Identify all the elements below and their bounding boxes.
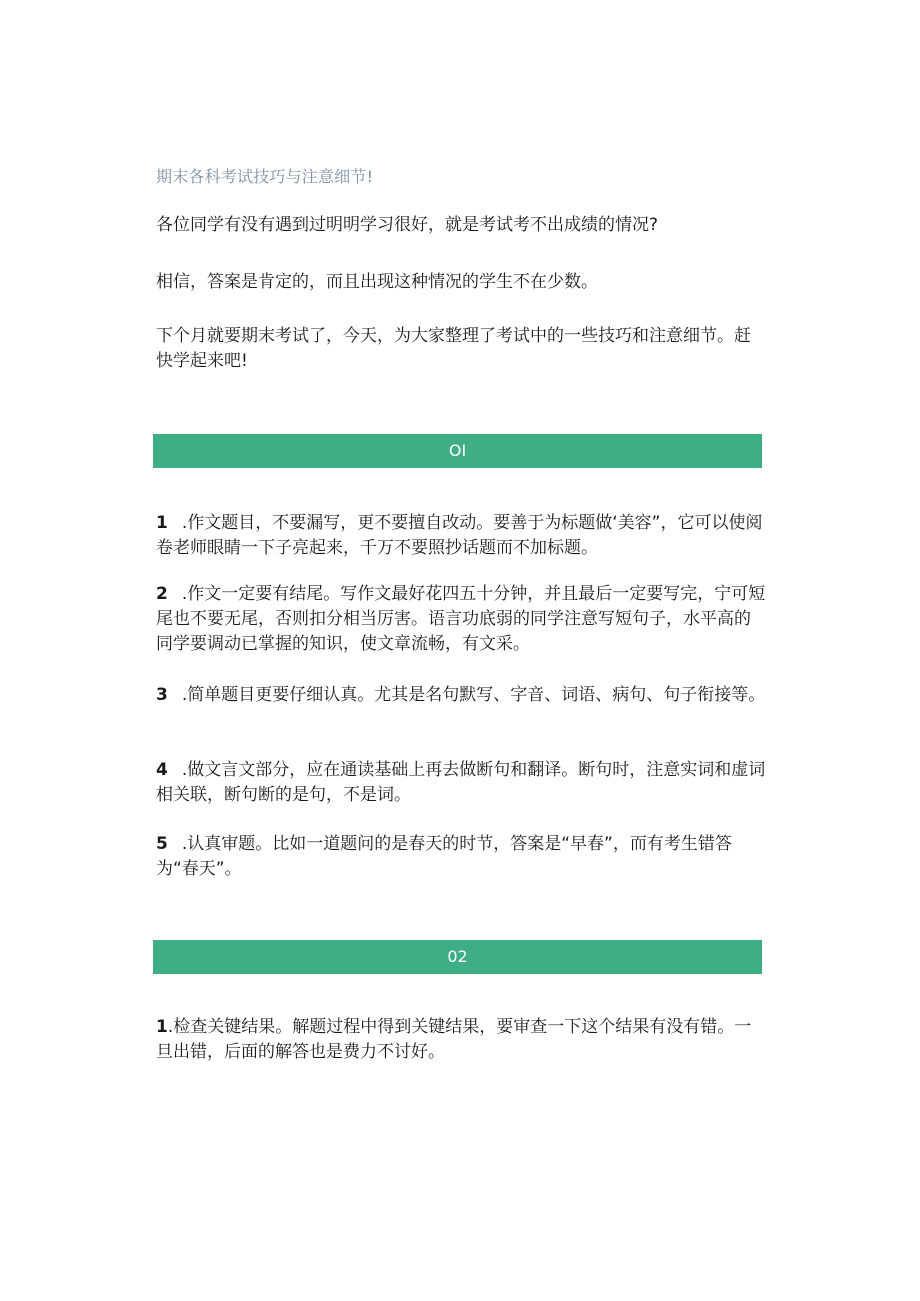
item-text: .认真审题。比如一道题问的是春天的时节，答案是“早春”，而有考生错答为“春天”。 [156, 834, 732, 879]
intro-paragraph-1: 各位同学有没有遇到过明明学习很好，就是考试考不出成绩的情况? [156, 215, 659, 235]
intro-paragraph-2: 相信，答案是肯定的，而且出现这种情况的学生不在少数。 [156, 272, 598, 292]
item-text: .简单题目更要仔细认真。尤其是名句默写、字音、词语、病句、句子衔接等。 [181, 685, 766, 705]
section1-item-5 [156, 832, 766, 882]
item-number: 4 [156, 760, 168, 780]
section1-item-1 [156, 511, 766, 561]
item-number: 2 [156, 584, 168, 604]
section1-item-4 [156, 758, 766, 808]
section1-item-2 [156, 582, 766, 657]
article-title: 期末各科考试技巧与注意细节! [156, 167, 374, 186]
item-text: .检查关键结果。解题过程中得到关键结果，要审查一下这个结果有没有错。一旦出错，后面的解答也是费力不讨好。 [156, 1017, 752, 1062]
item-text: .作文题目，不要漏写，更不要擅自改动。要善于为标题做‘美容”，它可以使阅卷老师眼睛一下子亮起来，千万不要照抄话题而不加标题。 [156, 513, 763, 558]
item-number: 3 [156, 685, 168, 705]
item-text: .作文一定要有结尾。写作文最好花四五十分钟，并且最后一定要写完，宁可短尾也不要无尾，否则扣分相当厉害。语言功底弱的同学注意写短句子，水平高的同学要调动已掌握的知识，使文章流畅，有文采。 [156, 584, 766, 654]
intro-paragraph-3: 下个月就要期末考试了，今天，为大家整理了考试中的一些技巧和注意细节。赶快学起来吧! [156, 326, 751, 371]
item-number: 1 [156, 1017, 168, 1037]
section-header-01: OI [153, 434, 762, 468]
section-header-02: 02 [153, 940, 762, 974]
section1-item-3 [156, 683, 766, 708]
item-number: 5 [156, 834, 168, 854]
section2-item-1 [156, 1015, 766, 1065]
item-number: 1 [156, 513, 168, 533]
item-text: .做文言文部分，应在通读基础上再去做断句和翻译。断句时，注意实词和虚词相关联，断句断的是句，不是词。 [156, 760, 766, 805]
